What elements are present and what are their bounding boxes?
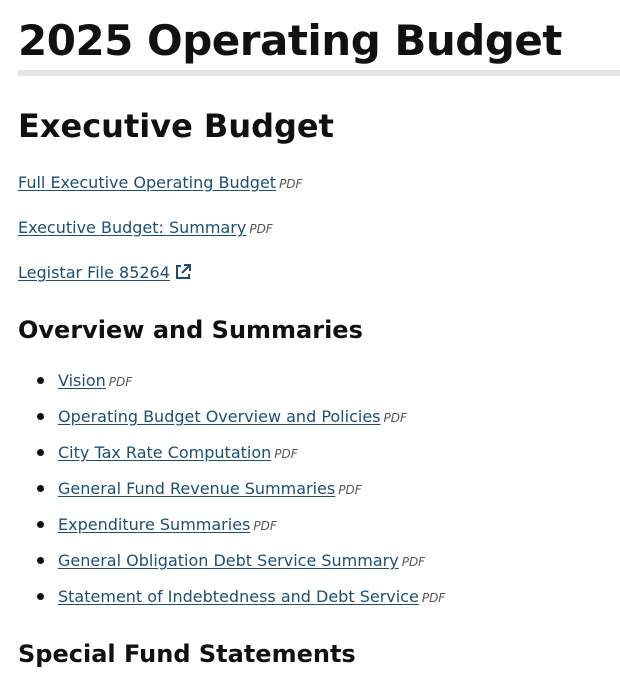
- vision-link[interactable]: Vision: [58, 371, 106, 390]
- executive-summary-link[interactable]: Executive Budget: Summary: [18, 218, 247, 237]
- bullet-icon: [37, 593, 44, 600]
- page-title: 2025 Operating Budget: [18, 16, 562, 65]
- pdf-label: PDF: [401, 555, 426, 569]
- expenditure-summaries-link[interactable]: Expenditure Summaries: [58, 515, 251, 534]
- list-item: [18, 404, 620, 440]
- list-item: [18, 584, 620, 620]
- bullet-icon: [37, 413, 44, 420]
- bullet-icon: [37, 557, 44, 564]
- bullet-icon: [37, 521, 44, 528]
- city-tax-rate-link[interactable]: City Tax Rate Computation: [58, 443, 272, 462]
- list-item: [18, 512, 620, 548]
- bullet-icon: [37, 485, 44, 492]
- full-executive-budget-link[interactable]: Full Executive Operating Budget: [18, 173, 277, 192]
- pdf-label: PDF: [274, 447, 298, 461]
- revenue-summaries-link[interactable]: General Fund Revenue Summaries: [58, 479, 336, 498]
- overview-summaries-heading: Overview and Summaries: [18, 316, 363, 344]
- executive-link-row: [18, 262, 192, 287]
- executive-link-row: [18, 172, 302, 195]
- operating-overview-link[interactable]: Operating Budget Overview and Policies: [58, 407, 381, 426]
- title-divider: [18, 70, 620, 76]
- pdf-label: PDF: [253, 519, 277, 533]
- special-fund-heading: Special Fund Statements: [18, 640, 356, 668]
- overview-list: [18, 368, 620, 620]
- pdf-label: PDF: [108, 375, 133, 389]
- list-item: [18, 548, 620, 584]
- list-item: [18, 440, 620, 476]
- pdf-label: PDF: [249, 222, 273, 236]
- indebtedness-statement-link[interactable]: Statement of Indebtedness and Debt Service: [58, 587, 419, 606]
- pdf-label: PDF: [279, 177, 303, 191]
- legistar-file-link[interactable]: Legistar File 85264: [18, 263, 170, 282]
- executive-link-row: [18, 217, 273, 240]
- pdf-label: PDF: [383, 411, 407, 425]
- debt-service-summary-link[interactable]: General Obligation Debt Service Summary: [58, 551, 399, 570]
- external-link-icon[interactable]: [174, 263, 192, 287]
- executive-budget-heading: Executive Budget: [18, 107, 334, 145]
- bullet-icon: [37, 377, 44, 384]
- list-item: [18, 368, 620, 404]
- bullet-icon: [37, 449, 44, 456]
- pdf-label: PDF: [421, 591, 446, 605]
- list-item: [18, 476, 620, 512]
- pdf-label: PDF: [338, 483, 362, 497]
